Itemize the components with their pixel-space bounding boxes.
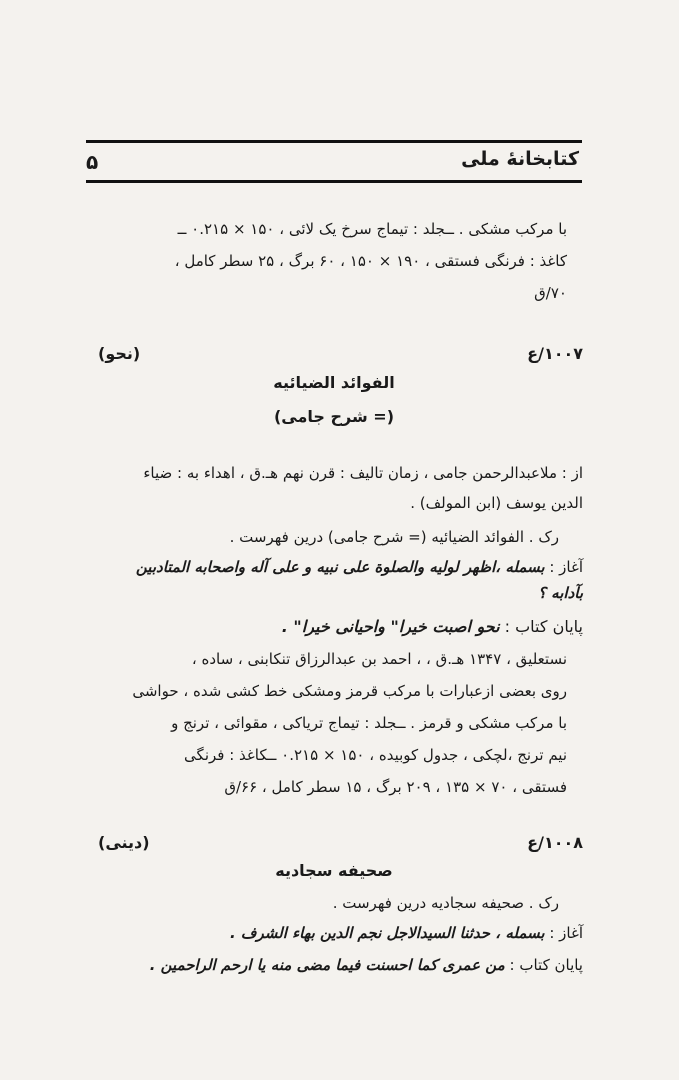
entry-1007-title: الفوائد الضیائیه (273, 373, 395, 392)
entry-1007-subject: (نحو) (98, 344, 141, 363)
entry-1007-number: ۱۰۰۷/ع (527, 344, 583, 363)
entry-1007-start-text: بسمله ،اظهر لولیه والصلوة علی نبیه و علی آله واصحابه المتادبین (135, 558, 545, 576)
entry-1008-end-label: پایان کتاب : (509, 956, 583, 974)
page-number: ۵ (86, 150, 99, 174)
entry-1007-desc-line-3: با مرکب مشکی و قرمز . ــجلد : تیماج تریاکی ، مقوائی ، ترنج و (171, 714, 567, 732)
continuation-line-2: کاغذ : فرنگی فستقی ، ۱۹۰ × ۱۵۰ ، ۶۰ برگ ، ۲۵ سطر کامل ، (174, 252, 567, 270)
entry-1008-end-text: من عمری کما احسنت فیما مضی منه یا ارحم الراحمین . (149, 956, 505, 974)
entry-1007-subtitle: (= شرح جامی) (273, 407, 395, 426)
continuation-line-1: با مرکب مشکی . ــجلد : تیماج سرخ یک لائی ، ۱۵۰ × ۰.۲۱۵ ــ (177, 220, 567, 238)
entry-1008-start-label: آغاز : (549, 924, 583, 942)
entry-1007-start-continuation: بآدابه ؟ (538, 584, 583, 602)
header-bottom-rule (86, 180, 582, 183)
continuation-line-3: ۷۰/ق (534, 284, 567, 302)
entry-1008-number: ۱۰۰۸/ع (527, 833, 583, 852)
entry-1007-end-label: پایان کتاب : (504, 617, 583, 636)
entry-1007-reference: رک . الفوائد الضیائیه (= شرح جامی) درین فهرست . (229, 528, 559, 546)
entry-1007-author-line-2: الدین یوسف (ابن المولف) . (410, 494, 583, 512)
header-top-rule (86, 140, 582, 143)
entry-1007-end-text: نحو اصبت خیرا" واحیانی خیرا" . (281, 617, 500, 636)
entry-1008-reference: رک . صحیفه سجادیه درین فهرست . (332, 894, 559, 912)
entry-1008-start-line (230, 922, 583, 944)
entry-1007-desc-line-4: نیم ترنج ،لچکی ، جدول کوبیده ، ۱۵۰ × ۰.۲۱۵ ــکاغذ : فرنگی (184, 746, 567, 764)
entry-1008-start-text: بسمله ، حدثنا السیدالاجل نجم الدین بهاء الشرف . (230, 924, 545, 942)
entry-1008-subject: (دینی) (98, 833, 150, 852)
entry-1007-start-label: آغاز : (549, 558, 583, 576)
entry-1007-desc-line-2: روی بعضی ازعبارات با مرکب قرمز ومشکی خط کشی شده ، حواشی (132, 682, 567, 700)
entry-1007-desc-line-5: فستقی ، ۷۰ × ۱۳۵ ، ۲۰۹ برگ ، ۱۵ سطر کامل ، ۶۶/ق (224, 778, 567, 796)
running-header-title: کتابخانهٔ ملی (461, 148, 579, 170)
entry-1007-desc-line-1: نستعلیق ، ۱۳۴۷ هـ.ق ، ، احمد بن عبدالرزاق تنکابنی ، ساده ، (191, 650, 567, 668)
entry-1008-end-line (150, 954, 583, 976)
entry-1007-end-line (282, 616, 583, 638)
entry-1008-title: صحیفه سجادیه (275, 861, 393, 880)
entry-1007-author-line-1: از : ملاعبدالرحمن جامی ، زمان تالیف : قرن نهم هـ.ق ، اهداء به : ضیاء (143, 464, 583, 482)
entry-1007-start-line (136, 556, 583, 578)
